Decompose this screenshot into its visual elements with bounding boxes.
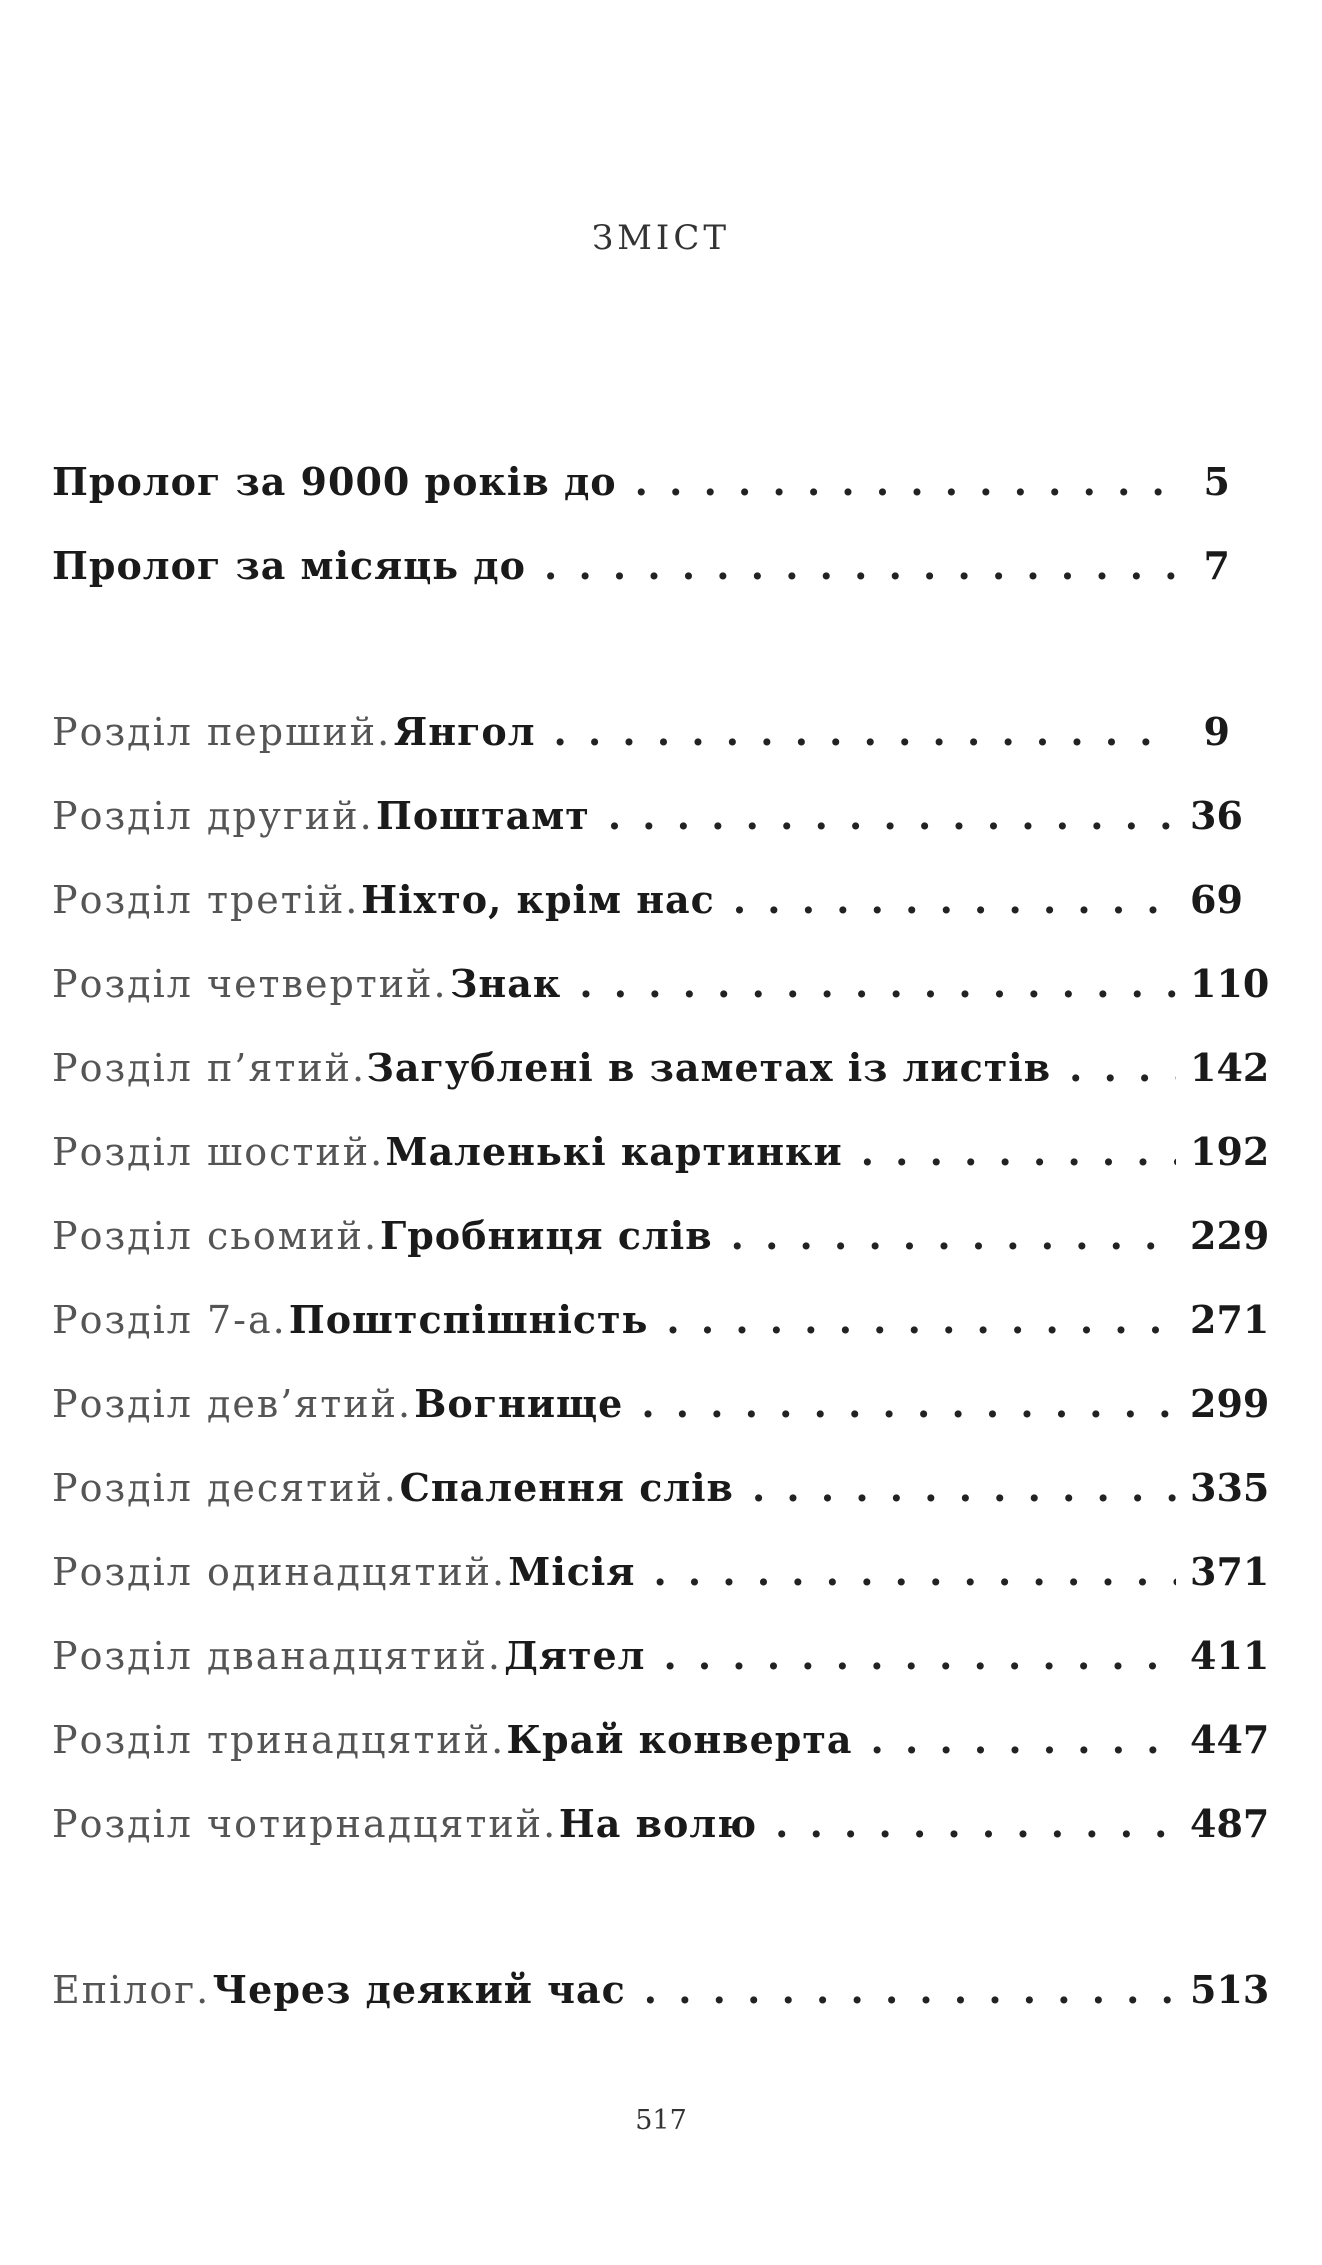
toc-entry [52,1698,1270,1782]
toc-entry-page: 69 [1190,877,1243,922]
toc-entry-title: Маленькі картинки [385,1129,843,1174]
dot-leader [590,774,1176,858]
toc-entry-page: 9 [1203,709,1230,754]
toc-entry-title: Янгол [393,709,536,754]
toc-entry-page: 371 [1190,1549,1270,1594]
toc-entry-page: 192 [1190,1129,1270,1174]
toc-entry [52,858,1243,942]
toc-entry-page: 7 [1203,543,1230,588]
toc-entry-title: Знак [450,961,562,1006]
toc-entry-title: Пролог за місяць до [52,543,526,588]
dot-leader [536,690,1177,774]
toc-entry [52,1614,1270,1698]
toc-entry-page: 447 [1190,1717,1270,1762]
toc-entry [52,774,1243,858]
toc-entry-page: 229 [1190,1213,1270,1258]
toc-entry-label: Розділ перший. [52,710,392,754]
dot-leader [645,1614,1176,1698]
toc-entry-page: 36 [1190,793,1243,838]
toc-entry-title: Поштспішність [288,1297,649,1342]
toc-entry-label: Розділ сьомий. [52,1214,379,1258]
toc-entry-title: Вогнище [414,1381,624,1426]
chapter-list [52,690,1270,1866]
dot-leader [617,440,1176,524]
toc-entry-label: Розділ десятий. [52,1466,398,1510]
toc-entry-label: Розділ дев’ятий. [52,1382,413,1426]
toc-entry [52,440,1230,524]
page-number: 517 [635,2105,687,2136]
dot-leader [843,1110,1176,1194]
toc-entry [52,1362,1270,1446]
toc-entry-title: Поштамт [376,793,590,838]
toc-entry-title: Загублені в заметах із листів [366,1045,1052,1090]
toc-entry-page: 411 [1190,1633,1270,1678]
toc-entry-label: Розділ дванадцятий. [52,1634,502,1678]
toc-entry-label: Розділ третій. [52,878,360,922]
toc-entry-title: Спалення слів [399,1465,734,1510]
toc-entry-label: Епілог. [52,1968,211,2012]
toc-entry-label: Розділ одинадцятий. [52,1550,507,1594]
toc-entry-page: 299 [1190,1381,1270,1426]
toc-entry-page: 271 [1190,1297,1270,1342]
toc-entry [52,524,1230,608]
toc-entry-label: Розділ 7-а. [52,1298,287,1342]
toc-entry-label: Розділ п’ятий. [52,1046,367,1090]
toc-entry-title: Пролог за 9000 років до [52,459,617,504]
epilogue-list [52,1948,1270,2032]
dot-leader [561,942,1176,1026]
dot-leader [626,1948,1176,2032]
toc-entry-title: Дятел [504,1633,646,1678]
toc-entry-label: Розділ тринадцятий. [52,1718,506,1762]
toc-entry-title: Гробниця слів [379,1213,713,1258]
toc-entry-title: Край конверта [506,1717,853,1762]
toc-entry-title: Місія [508,1549,636,1594]
dot-leader [623,1362,1176,1446]
toc-entry [52,690,1230,774]
dot-leader [715,858,1176,942]
dot-leader [713,1194,1176,1278]
toc-entry-page: 487 [1190,1801,1270,1846]
toc-entry [52,1026,1270,1110]
toc-entry [52,1948,1270,2032]
toc-entry-title: Через деякий час [212,1967,626,2012]
toc-entry-page: 142 [1190,1045,1270,1090]
dot-leader [526,524,1176,608]
toc-entry-page: 513 [1190,1967,1270,2012]
toc-entry-title: На волю [558,1801,758,1846]
toc-entry [52,942,1270,1026]
dot-leader [635,1530,1176,1614]
toc-entry-label: Розділ чотирнадцятий. [52,1802,558,1846]
dot-leader [757,1782,1176,1866]
prologue-list [52,440,1230,608]
dot-leader [734,1446,1176,1530]
dot-leader [648,1278,1176,1362]
toc-entry-label: Розділ шостий. [52,1130,385,1174]
dot-leader [1051,1026,1176,1110]
toc-entry [52,1110,1270,1194]
toc-entry [52,1782,1270,1866]
dot-leader [853,1698,1176,1782]
toc-entry [52,1278,1270,1362]
toc-entry-page: 335 [1190,1465,1270,1510]
toc-entry-label: Розділ другий. [52,794,374,838]
toc-entry [52,1530,1270,1614]
toc-entry-page: 5 [1203,459,1230,504]
toc-entry [52,1446,1270,1530]
toc-entry-page: 110 [1190,961,1270,1006]
toc-entry [52,1194,1270,1278]
page-title: ЗМІСТ [591,218,731,258]
toc-entry-label: Розділ четвертий. [52,962,448,1006]
toc-entry-title: Ніхто, крім нас [361,877,715,922]
